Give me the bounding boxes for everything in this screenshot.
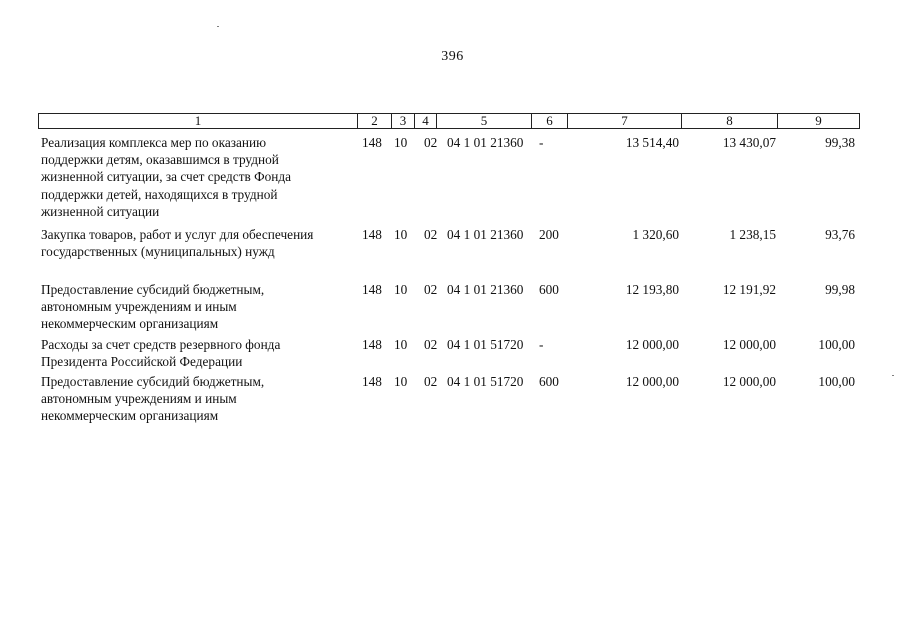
header-cell-4: 4: [414, 114, 436, 128]
row-col-8: 13 430,07: [722, 135, 776, 150]
row-col-4: 02: [424, 282, 438, 297]
scan-speck: [217, 26, 219, 27]
row-col-2: 148: [362, 374, 382, 389]
row-description: Предоставление субсидий бюджетным, автономным учреждениям и иным некоммерческим организациям: [41, 282, 265, 332]
row-col-5: 04 1 01 51720: [447, 337, 524, 352]
header-cell-3: 3: [391, 114, 414, 128]
row-col-7: 12 000,00: [625, 374, 679, 389]
row-col-7: 13 514,40: [625, 135, 679, 150]
row-col-7: 12 193,80: [625, 282, 679, 297]
row-col-3: 10: [394, 374, 408, 389]
row-description: Реализация комплекса мер по оказанию поддержки детям, оказавшимся в трудной жизненной ситуации, за счет средств Фонда поддержки детей, находящихся в трудной жизненной ситуации: [41, 135, 292, 219]
row-col-5: 04 1 01 21360: [447, 282, 524, 297]
header-cell-8: 8: [681, 114, 777, 128]
row-col-4: 02: [424, 374, 438, 389]
page-number: 396: [441, 49, 464, 64]
row-col-3: 10: [394, 227, 408, 242]
row-col-8: 12 191,92: [722, 282, 776, 297]
header-cell-2: 2: [357, 114, 391, 128]
row-col-3: 10: [394, 282, 408, 297]
row-col-2: 148: [362, 282, 382, 297]
row-col-7: 1 320,60: [632, 227, 679, 242]
header-cell-7: 7: [567, 114, 681, 128]
header-cell-5: 5: [436, 114, 531, 128]
row-col-3: 10: [394, 337, 408, 352]
header-cell-6: 6: [531, 114, 567, 128]
row-col-9: 99,38: [825, 135, 855, 150]
row-col-2: 148: [362, 227, 382, 242]
row-col-4: 02: [424, 135, 438, 150]
row-col-2: 148: [362, 337, 382, 352]
row-col-6: 200: [539, 227, 559, 242]
row-col-6: -: [539, 135, 544, 150]
row-description: Предоставление субсидий бюджетным, автономным учреждениям и иным некоммерческим организациям: [41, 374, 265, 424]
row-col-9: 100,00: [818, 337, 855, 352]
row-col-9: 99,98: [825, 282, 855, 297]
row-col-5: 04 1 01 51720: [447, 374, 524, 389]
row-col-5: 04 1 01 21360: [447, 135, 524, 150]
table-header-row: [38, 113, 860, 129]
row-col-4: 02: [424, 227, 438, 242]
row-col-8: 12 000,00: [722, 337, 776, 352]
row-col-5: 04 1 01 21360: [447, 227, 524, 242]
row-description: Закупка товаров, работ и услуг для обеспечения государственных (муниципальных) нужд: [41, 227, 314, 260]
row-col-8: 12 000,00: [722, 374, 776, 389]
row-col-2: 148: [362, 135, 382, 150]
row-col-6: 600: [539, 374, 559, 389]
header-cell-9: 9: [777, 114, 860, 128]
row-col-9: 100,00: [818, 374, 855, 389]
row-col-6: -: [539, 337, 544, 352]
row-col-4: 02: [424, 337, 438, 352]
header-cell-1: 1: [38, 114, 357, 128]
scan-speck: [892, 375, 894, 376]
row-description: Расходы за счет средств резервного фонда Президента Российской Федерации: [41, 337, 281, 370]
row-col-9: 93,76: [825, 227, 855, 242]
row-col-3: 10: [394, 135, 408, 150]
row-col-6: 600: [539, 282, 559, 297]
row-col-7: 12 000,00: [625, 337, 679, 352]
row-col-8: 1 238,15: [729, 227, 776, 242]
